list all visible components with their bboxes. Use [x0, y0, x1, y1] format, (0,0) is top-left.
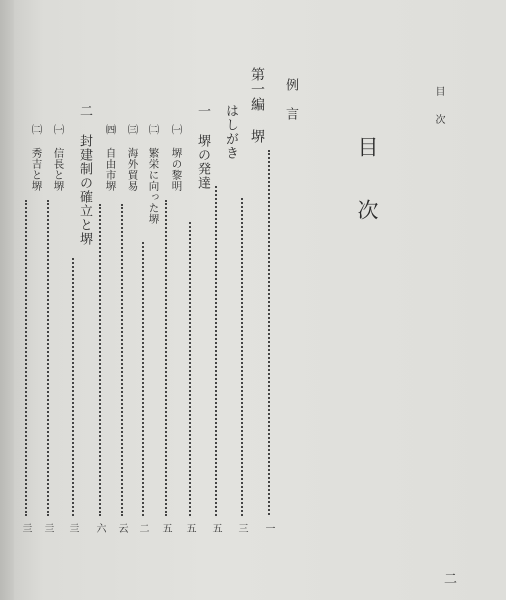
leader-dots	[165, 200, 167, 516]
leader-dots	[121, 204, 123, 516]
leader-dots	[47, 200, 49, 516]
page-number: 五	[184, 523, 195, 533]
toc-entry-chapter-2: 二 封建制の確立と堺	[77, 104, 92, 246]
preface-label: 例言	[283, 78, 298, 136]
page-number: 云	[116, 523, 127, 533]
page-title: 目次	[355, 136, 379, 262]
page-number: 五	[210, 523, 221, 533]
page-number: 六	[94, 523, 105, 533]
page-number: 亖	[20, 523, 31, 533]
leader-dots	[142, 242, 144, 516]
page-number: 一	[263, 523, 274, 533]
toc-entry-part-1: 第一編 堺	[249, 67, 265, 144]
book-spine-shadow	[0, 0, 14, 600]
page-number: 五	[160, 523, 171, 533]
toc-entry-section: ㈠ 信長と堺	[52, 124, 65, 192]
folio-page-number: 二	[444, 572, 458, 587]
toc-entry-section: ㈡ 秀吉と堺	[30, 124, 43, 192]
toc-entry-chapter-1: 一 堺の発達	[195, 104, 210, 190]
leader-dots	[25, 200, 27, 516]
running-head: 目次	[433, 86, 444, 142]
leader-dots	[189, 222, 191, 516]
leader-dots	[268, 150, 270, 515]
page-number: 亖	[42, 523, 53, 533]
toc-entry-section: ㈠ 堺の黎明	[170, 124, 183, 192]
leader-dots	[215, 186, 217, 516]
leader-dots	[99, 204, 101, 516]
toc-entry-section: ㈡ 繁栄に向った堺	[147, 124, 160, 225]
leader-dots	[72, 258, 74, 516]
page-number: 三	[236, 523, 247, 533]
page-number: 亖	[67, 523, 78, 533]
leader-dots	[241, 198, 243, 516]
toc-entry-section: ㈣ 自由市堺	[104, 124, 117, 192]
toc-entry-section: ㈢ 海外貿易	[126, 124, 139, 192]
toc-entry-introduction: はしがき	[223, 104, 238, 160]
page-number: 二	[137, 523, 148, 533]
